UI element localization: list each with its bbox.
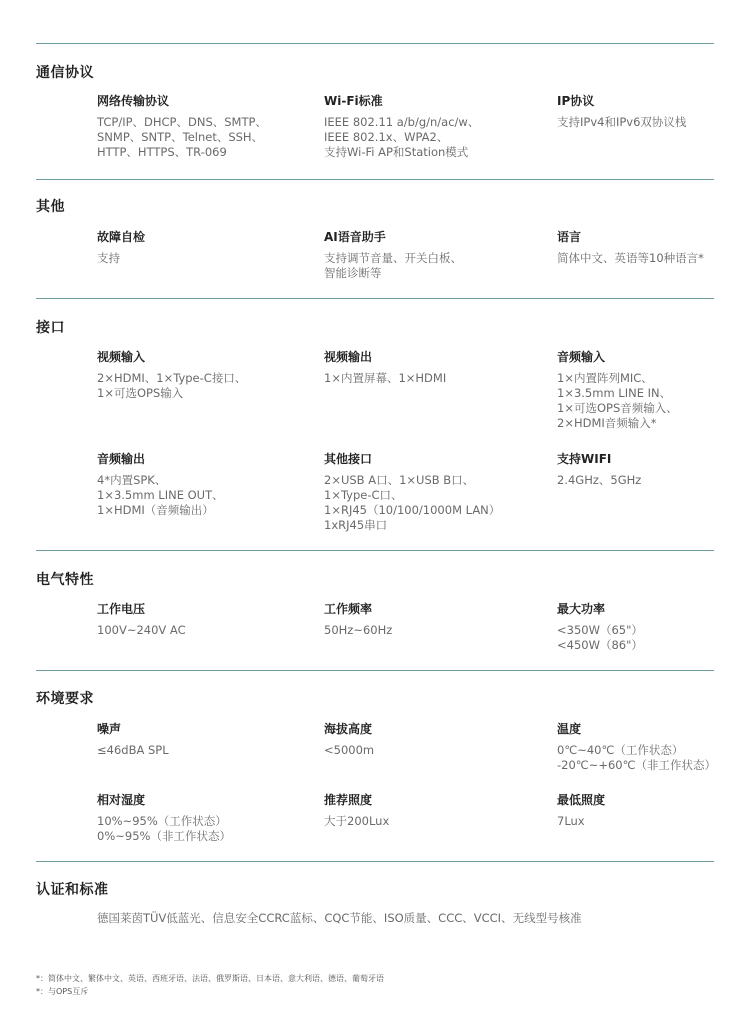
spec-value: IEEE 802.11 a/b/g/n/ac/w、 IEEE 802.1x、WPA2、 支持Wi-Fi AP和Station模式 bbox=[324, 115, 480, 159]
spec-value: 7Lux bbox=[557, 814, 585, 828]
section-title-environment: 环境要求 bbox=[36, 691, 94, 707]
spec-video-output bbox=[324, 350, 549, 386]
spec-title: 视频输出 bbox=[324, 350, 373, 364]
spec-noise bbox=[97, 722, 322, 758]
spec-language bbox=[557, 230, 737, 266]
spec-value: 2.4GHz、5GHz bbox=[557, 473, 642, 487]
spec-value: 支持 bbox=[97, 251, 120, 265]
spec-ai-voice bbox=[324, 230, 549, 281]
spec-wifi-standard bbox=[324, 94, 549, 160]
divider bbox=[36, 179, 714, 180]
spec-title: 工作电压 bbox=[97, 602, 146, 616]
spec-value: 1×内置阵列MIC、 1×3.5mm LINE IN、 1×可选OPS音频输入、 2×HDMI音频输入* bbox=[557, 371, 678, 430]
section-title-other: 其他 bbox=[36, 199, 65, 215]
spec-title: Wi-Fi标准 bbox=[324, 94, 383, 108]
spec-title: 最低照度 bbox=[557, 793, 606, 807]
spec-title: AI语音助手 bbox=[324, 230, 386, 244]
section-title-certification: 认证和标准 bbox=[36, 882, 109, 898]
spec-min-illuminance bbox=[557, 793, 737, 829]
spec-wifi-bands bbox=[557, 452, 737, 488]
spec-value: 支持IPv4和IPv6双协议栈 bbox=[557, 115, 687, 129]
spec-title: 音频输入 bbox=[557, 350, 606, 364]
spec-value: <5000m bbox=[324, 743, 375, 757]
spec-title: 工作频率 bbox=[324, 602, 373, 616]
spec-title: 故障自检 bbox=[97, 230, 146, 244]
spec-value: 10%~95%（工作状态） 0%~95%（非工作状态） bbox=[97, 814, 231, 843]
spec-value: 简体中文、英语等10种语言* bbox=[557, 251, 704, 265]
spec-title: 视频输入 bbox=[97, 350, 146, 364]
spec-title: 其他接口 bbox=[324, 452, 373, 466]
spec-value: 大于200Lux bbox=[324, 814, 390, 828]
spec-title: 网络传输协议 bbox=[97, 94, 170, 108]
spec-voltage bbox=[97, 602, 322, 638]
spec-frequency bbox=[324, 602, 549, 638]
spec-recommended-illuminance bbox=[324, 793, 549, 829]
spec-title: 支持WIFI bbox=[557, 452, 612, 466]
spec-value: 2×HDMI、1×Type-C接口、 1×可选OPS输入 bbox=[97, 371, 247, 400]
spec-title: 音频输出 bbox=[97, 452, 146, 466]
footnote-ops-exclusive: *：与OPS互斥 bbox=[36, 987, 89, 996]
spec-title: 相对湿度 bbox=[97, 793, 146, 807]
spec-altitude bbox=[324, 722, 549, 758]
spec-other-ports bbox=[324, 452, 549, 533]
spec-temperature bbox=[557, 722, 737, 773]
spec-value: ≤46dBA SPL bbox=[97, 743, 169, 757]
spec-title: IP协议 bbox=[557, 94, 595, 108]
spec-audio-output bbox=[97, 452, 322, 518]
section-title-communication: 通信协议 bbox=[36, 65, 94, 81]
footnote-languages: *：简体中文、繁体中文、英语、西班牙语、法语、俄罗斯语、日本语、意大利语、德语、葡萄牙语 bbox=[36, 974, 384, 983]
spec-value: 支持调节音量、开关白板、 智能诊断等 bbox=[324, 251, 462, 280]
spec-title: 语言 bbox=[557, 230, 582, 244]
spec-audio-input bbox=[557, 350, 737, 431]
divider bbox=[36, 550, 714, 551]
spec-value: 50Hz~60Hz bbox=[324, 623, 393, 637]
spec-title: 海拔高度 bbox=[324, 722, 373, 736]
spec-value: 4*内置SPK、 1×3.5mm LINE OUT、 1×HDMI（音频输出） bbox=[97, 473, 224, 517]
spec-value: 100V~240V AC bbox=[97, 623, 186, 637]
section-title-interfaces: 接口 bbox=[36, 320, 65, 336]
spec-title: 噪声 bbox=[97, 722, 122, 736]
spec-value: 2×USB A口、1×USB B口、 1×Type-C口、 1×RJ45（10/100/1000M LAN） 1xRJ45串口 bbox=[324, 473, 501, 532]
spec-value: <350W（65"） <450W（86"） bbox=[557, 623, 643, 652]
spec-value: TCP/IP、DHCP、DNS、SMTP、 SNMP、SNTP、Telnet、SSH、 HTTP、HTTPS、TR-069 bbox=[97, 115, 267, 159]
spec-title: 推荐照度 bbox=[324, 793, 373, 807]
divider bbox=[36, 43, 714, 44]
spec-ip-protocol bbox=[557, 94, 737, 130]
spec-value: 1×内置屏幕、1×HDMI bbox=[324, 371, 447, 385]
spec-title: 温度 bbox=[557, 722, 582, 736]
spec-self-check bbox=[97, 230, 322, 266]
divider bbox=[36, 861, 714, 862]
spec-video-input bbox=[97, 350, 322, 401]
spec-value: 0℃~40℃（工作状态） -20℃~+60℃（非工作状态） bbox=[557, 743, 717, 772]
spec-title: 最大功率 bbox=[557, 602, 606, 616]
divider bbox=[36, 670, 714, 671]
spec-max-power bbox=[557, 602, 737, 653]
spec-network-protocol bbox=[97, 94, 322, 160]
divider bbox=[36, 298, 714, 299]
section-title-electrical: 电气特性 bbox=[36, 572, 94, 588]
spec-humidity bbox=[97, 793, 322, 844]
certification-list: 德国莱茵TÜV低蓝光、信息安全CCRC蓝标、CQC节能、ISO质量、CCC、VCCI、无线型号核准 bbox=[97, 911, 582, 925]
